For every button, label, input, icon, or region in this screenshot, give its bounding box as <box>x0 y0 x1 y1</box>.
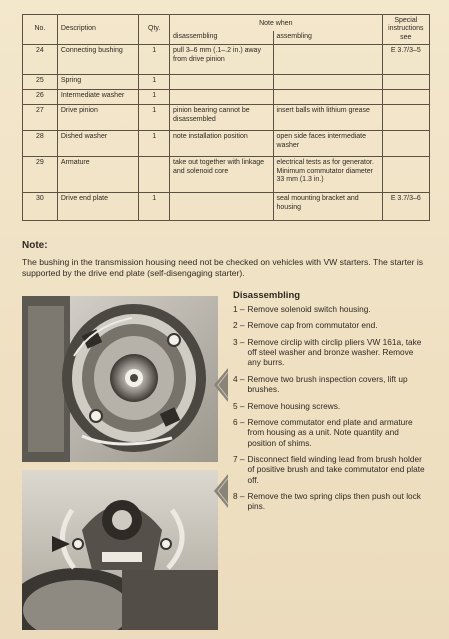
step-text: Remove circlip with circlip pliers VW 161a, take off steel washer and bronze washer. Remove any burrs. <box>247 336 422 368</box>
pointer-arrow-icon <box>214 474 228 508</box>
cell-description: Spring <box>57 75 139 90</box>
cell-no: 26 <box>23 90 58 105</box>
table-row <box>23 105 430 131</box>
cell-special <box>382 75 429 90</box>
cell-description: Dished washer <box>57 131 139 157</box>
spring-clips-photo <box>22 470 218 630</box>
cell-qty: 1 <box>139 90 170 105</box>
step-text: Remove two brush inspection covers, lift up brushes. <box>247 373 408 395</box>
header-note-when: Note when <box>170 15 383 32</box>
cell-assembling: open side faces intermediate washer <box>273 131 382 157</box>
step-item <box>233 320 429 330</box>
step-number: 1 – <box>233 304 245 314</box>
disassembling-title: Disassembling <box>233 290 301 301</box>
step-text: Remove the two spring clips then push out lock pins. <box>247 491 421 512</box>
header-qty: Qty. <box>139 15 170 45</box>
cell-qty: 1 <box>139 45 170 75</box>
header-no: No. <box>23 15 58 45</box>
table-row <box>23 75 430 90</box>
table-row <box>23 131 430 157</box>
cell-description: Armature <box>57 157 139 193</box>
step-item <box>233 454 429 485</box>
spring-clips-illustration <box>22 470 218 630</box>
cell-assembling <box>273 90 382 105</box>
cell-description: Drive end plate <box>57 193 139 221</box>
header-disassembling: disassembling <box>170 31 274 45</box>
cell-no: 30 <box>23 193 58 221</box>
disassembling-steps <box>233 304 429 518</box>
starter-commutator-photo <box>22 296 218 462</box>
step-item <box>233 401 429 411</box>
cell-no: 25 <box>23 75 58 90</box>
step-number: 7 – <box>233 453 245 464</box>
cell-qty: 1 <box>139 193 170 221</box>
pointer-arrow-icon <box>214 368 228 402</box>
table-row <box>23 157 430 193</box>
cell-description: Intermediate washer <box>57 90 139 105</box>
cell-disassembling <box>170 193 274 221</box>
step-item <box>233 417 429 448</box>
cell-no: 27 <box>23 105 58 131</box>
cell-assembling: seal mounting bracket and housing <box>273 193 382 221</box>
step-number: 8 – <box>233 491 245 502</box>
cell-no: 29 <box>23 157 58 193</box>
cell-disassembling: take out together with linkage and solenoid core <box>170 157 274 193</box>
step-number: 5 – <box>233 400 245 411</box>
step-item <box>233 374 429 395</box>
table-row <box>23 45 430 75</box>
cell-disassembling <box>170 75 274 90</box>
header-description: Description <box>57 15 139 45</box>
cell-special <box>382 90 429 105</box>
cell-disassembling: pinion bearing cannot be disassembled <box>170 105 274 131</box>
step-number: 3 – <box>233 336 245 347</box>
step-text: Remove commutator end plate and armature from housing as a unit. Note quantity and position of shims. <box>247 416 413 448</box>
cell-special <box>382 105 429 131</box>
cell-special <box>382 131 429 157</box>
cell-description: Drive pinion <box>57 105 139 131</box>
cell-assembling: electrical tests as for generator. Minimum commutator diameter 33 mm (1.3 in.) <box>273 157 382 193</box>
step-number: 4 – <box>233 373 245 384</box>
step-text: Remove cap from commutator end. <box>247 320 378 331</box>
note-title: Note: <box>22 240 48 251</box>
header-special: Special instructions see <box>382 15 429 45</box>
step-number: 2 – <box>233 320 245 331</box>
cell-special: E 3.7/3–6 <box>382 193 429 221</box>
cell-disassembling <box>170 90 274 105</box>
note-text: The bushing in the transmission housing need not be checked on vehicles with VW starters. The starter is supported by the drive end plate (self-disengaging starter). <box>22 257 424 278</box>
step-item <box>233 491 429 512</box>
cell-qty: 1 <box>139 75 170 90</box>
cell-assembling <box>273 75 382 90</box>
step-text: Remove solenoid switch housing. <box>247 304 371 314</box>
header-assembling: assembling <box>273 31 382 45</box>
cell-no: 24 <box>23 45 58 75</box>
cell-assembling: insert balls with lithium grease <box>273 105 382 131</box>
parts-table <box>22 14 430 221</box>
table-row <box>23 193 430 221</box>
step-number: 6 – <box>233 416 245 427</box>
cell-assembling <box>273 45 382 75</box>
step-text: Disconnect field winding lead from brush holder of positive brush and take commutator end plate off. <box>247 453 425 485</box>
cell-description: Connecting bushing <box>57 45 139 75</box>
cell-disassembling: pull 3–6 mm (.1–.2 in.) away from drive pinion <box>170 45 274 75</box>
cell-special <box>382 157 429 193</box>
cell-qty: 1 <box>139 131 170 157</box>
cell-disassembling: note installation position <box>170 131 274 157</box>
step-text: Remove housing screws. <box>247 400 341 411</box>
starter-commutator-illustration <box>22 296 218 462</box>
step-item <box>233 337 429 368</box>
cell-qty: 1 <box>139 105 170 131</box>
step-item <box>233 304 429 314</box>
cell-qty <box>139 157 170 193</box>
table-row <box>23 90 430 105</box>
cell-special: E 3.7/3–5 <box>382 45 429 75</box>
cell-no: 28 <box>23 131 58 157</box>
